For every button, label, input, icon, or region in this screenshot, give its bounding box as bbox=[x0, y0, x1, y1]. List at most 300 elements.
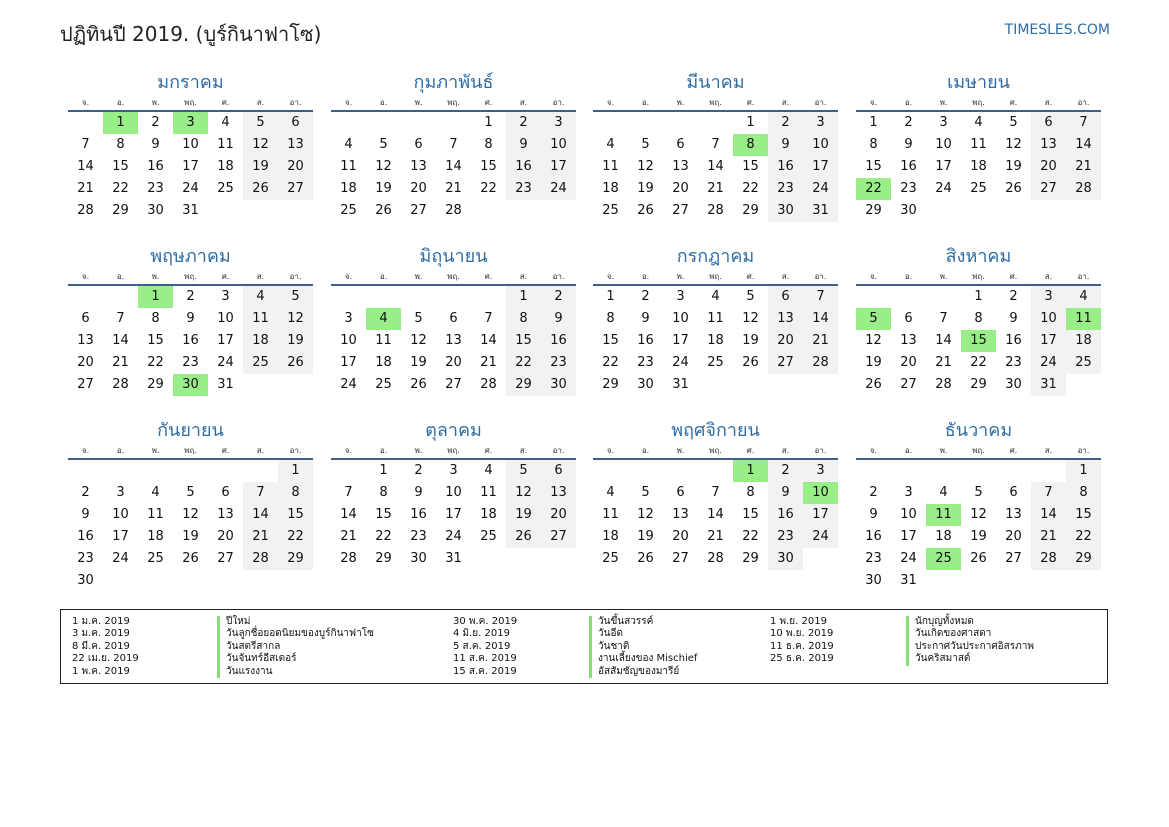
weekday-label: ศ. bbox=[221, 446, 230, 455]
legend-date: 1 พ.ย. 2019 bbox=[770, 616, 827, 627]
day-cell: 3 bbox=[541, 112, 576, 134]
weekday-label: จ. bbox=[81, 446, 90, 455]
day-cell: 23 bbox=[768, 526, 803, 548]
day-cell: 25 bbox=[707, 355, 724, 370]
weekday-label: อ. bbox=[641, 98, 650, 107]
day-cell: 1 bbox=[278, 460, 313, 482]
day-cell: 28 bbox=[112, 377, 129, 392]
legend-holiday-name: วันจันทร์อีสเตอร์ bbox=[217, 653, 374, 665]
day-cell: 22 bbox=[742, 181, 759, 196]
day-cell: 24 bbox=[672, 355, 689, 370]
legend-dates-col-2 bbox=[453, 616, 517, 678]
day-cell: 1 bbox=[606, 289, 615, 304]
page-title: ปฏิทินปี 2019. (บูร์กินาฟาโซ) bbox=[60, 22, 322, 46]
day-cell: 3 bbox=[116, 485, 125, 500]
day-cell: 17 bbox=[217, 333, 234, 348]
weekday-header bbox=[856, 270, 1101, 286]
weekday-label: ส. bbox=[781, 446, 790, 455]
day-cell: 6 bbox=[768, 286, 803, 308]
day-cell: 11 bbox=[602, 159, 619, 174]
holiday-day-cell: 15 bbox=[961, 330, 996, 352]
day-cell: 20 bbox=[77, 355, 94, 370]
day-cell: 19 bbox=[410, 355, 427, 370]
day-cell: 7 bbox=[711, 485, 720, 500]
holiday-day-cell: 4 bbox=[366, 308, 401, 330]
day-grid bbox=[68, 460, 313, 592]
weekday-label: อ. bbox=[904, 272, 913, 281]
month-block bbox=[68, 246, 313, 396]
day-cell: 10 bbox=[935, 137, 952, 152]
month-name: มีนาคม bbox=[686, 72, 745, 93]
day-cell: 2 bbox=[869, 485, 878, 500]
day-cell: 25 bbox=[602, 551, 619, 566]
day-cell: 3 bbox=[344, 311, 353, 326]
day-cell: 15 bbox=[278, 504, 313, 526]
weekday-label: พฤ. bbox=[709, 98, 722, 107]
day-grid bbox=[856, 112, 1101, 222]
day-cell: 12 bbox=[637, 507, 654, 522]
day-cell: 16 bbox=[1005, 333, 1022, 348]
day-cell: 16 bbox=[506, 156, 541, 178]
empty-cell bbox=[401, 112, 436, 134]
day-cell: 20 bbox=[672, 529, 689, 544]
day-cell: 25 bbox=[602, 203, 619, 218]
weekday-label: พฤ. bbox=[972, 446, 985, 455]
day-cell: 19 bbox=[1005, 159, 1022, 174]
weekday-label: พ. bbox=[151, 446, 160, 455]
day-cell: 26 bbox=[865, 377, 882, 392]
weekday-header bbox=[331, 444, 576, 460]
day-cell: 31 bbox=[803, 200, 838, 222]
empty-cell bbox=[996, 460, 1031, 482]
day-cell: 31 bbox=[445, 551, 462, 566]
day-cell: 17 bbox=[445, 507, 462, 522]
day-cell: 15 bbox=[742, 507, 759, 522]
day-cell: 4 bbox=[1066, 286, 1101, 308]
day-cell: 30 bbox=[77, 573, 94, 588]
day-cell: 26 bbox=[637, 551, 654, 566]
day-cell: 21 bbox=[935, 355, 952, 370]
legend-date: 5 ส.ค. 2019 bbox=[453, 640, 511, 652]
day-cell: 4 bbox=[221, 115, 230, 130]
legend-dates-col-3 bbox=[770, 616, 834, 666]
legend-holiday-name: ปีใหม่ bbox=[217, 616, 374, 628]
month-name: ธันวาคม bbox=[944, 420, 1013, 441]
holiday-day-cell: 5 bbox=[856, 308, 891, 330]
weekday-label: ส. bbox=[1044, 98, 1053, 107]
legend-date: 1 พ.ค. 2019 bbox=[72, 665, 130, 677]
day-cell: 14 bbox=[935, 333, 952, 348]
month-block bbox=[856, 420, 1101, 592]
empty-cell bbox=[436, 112, 471, 134]
day-cell: 14 bbox=[243, 504, 278, 526]
day-cell: 16 bbox=[900, 159, 917, 174]
day-cell: 15 bbox=[1066, 504, 1101, 526]
empty-cell bbox=[103, 286, 138, 308]
weekday-label: ศ. bbox=[1009, 272, 1018, 281]
day-cell: 12 bbox=[278, 308, 313, 330]
day-cell: 30 bbox=[147, 203, 164, 218]
day-cell: 1 bbox=[746, 115, 755, 130]
day-cell: 2 bbox=[186, 289, 195, 304]
empty-cell bbox=[891, 460, 926, 482]
day-cell: 14 bbox=[707, 507, 724, 522]
month-name: เมษายน bbox=[947, 72, 1010, 93]
day-cell: 8 bbox=[278, 482, 313, 504]
weekday-label: ส. bbox=[1044, 446, 1053, 455]
day-cell: 18 bbox=[707, 333, 724, 348]
day-cell: 28 bbox=[340, 551, 357, 566]
day-cell: 12 bbox=[865, 333, 882, 348]
legend-holiday-name: วันขึ้นสวรรค์ bbox=[589, 616, 697, 628]
day-cell: 18 bbox=[243, 330, 278, 352]
day-cell: 28 bbox=[243, 548, 278, 570]
weekday-header bbox=[856, 444, 1101, 460]
weekday-label: ส. bbox=[1044, 272, 1053, 281]
day-cell: 19 bbox=[243, 156, 278, 178]
day-cell: 25 bbox=[970, 181, 987, 196]
day-cell: 22 bbox=[375, 529, 392, 544]
weekday-label: อา. bbox=[289, 446, 302, 455]
legend-date: 30 พ.ค. 2019 bbox=[453, 616, 518, 627]
weekday-label: อา. bbox=[814, 98, 827, 107]
day-cell: 30 bbox=[541, 374, 576, 396]
day-cell: 19 bbox=[506, 504, 541, 526]
legend-date: 1 ม.ค. 2019 bbox=[72, 616, 130, 627]
weekday-label: ศ. bbox=[221, 272, 230, 281]
day-cell: 3 bbox=[1031, 286, 1066, 308]
empty-cell bbox=[628, 112, 663, 134]
day-cell: 2 bbox=[1009, 289, 1018, 304]
day-cell: 6 bbox=[81, 311, 90, 326]
day-cell: 13 bbox=[768, 308, 803, 330]
day-cell: 9 bbox=[768, 134, 803, 156]
day-cell: 7 bbox=[449, 137, 458, 152]
day-cell: 6 bbox=[449, 311, 458, 326]
day-cell: 13 bbox=[410, 159, 427, 174]
legend-holiday-name: วันลูกชื่อยอดนิยมของบูร์กินาฟาโซ bbox=[217, 628, 374, 640]
day-cell: 21 bbox=[1031, 526, 1066, 548]
site-link[interactable]: TIMESLES.COM bbox=[1004, 22, 1110, 38]
legend-holiday-name: วันอีด bbox=[589, 628, 697, 640]
month-name: กันยายน bbox=[157, 420, 224, 441]
legend-date: 4 มิ.ย. 2019 bbox=[453, 628, 510, 640]
weekday-label: จ. bbox=[344, 272, 353, 281]
day-cell: 16 bbox=[541, 330, 576, 352]
month-block bbox=[68, 72, 313, 222]
month-block bbox=[593, 246, 838, 396]
weekday-label: จ. bbox=[81, 98, 90, 107]
day-cell: 17 bbox=[672, 333, 689, 348]
day-cell: 27 bbox=[541, 526, 576, 548]
empty-cell bbox=[891, 286, 926, 308]
weekday-label: จ. bbox=[606, 98, 615, 107]
day-cell: 29 bbox=[147, 377, 164, 392]
day-cell: 20 bbox=[410, 181, 427, 196]
day-cell: 2 bbox=[641, 289, 650, 304]
weekday-label: ศ. bbox=[484, 98, 493, 107]
day-cell: 13 bbox=[672, 507, 689, 522]
month-name: พฤษภาคม bbox=[150, 246, 231, 267]
day-cell: 25 bbox=[375, 377, 392, 392]
empty-cell bbox=[173, 460, 208, 482]
day-cell: 30 bbox=[768, 200, 803, 222]
weekday-label: พฤ. bbox=[184, 98, 197, 107]
day-cell: 24 bbox=[112, 551, 129, 566]
weekday-label: อา. bbox=[814, 272, 827, 281]
weekday-label: อ. bbox=[641, 446, 650, 455]
day-cell: 23 bbox=[637, 355, 654, 370]
weekday-label: ส. bbox=[519, 272, 528, 281]
day-cell: 5 bbox=[506, 460, 541, 482]
weekday-label: พ. bbox=[939, 98, 948, 107]
day-cell: 21 bbox=[77, 181, 94, 196]
weekday-header bbox=[593, 444, 838, 460]
day-cell: 30 bbox=[637, 377, 654, 392]
day-cell: 24 bbox=[182, 181, 199, 196]
day-cell: 12 bbox=[742, 311, 759, 326]
weekday-label: ศ. bbox=[746, 446, 755, 455]
day-cell: 12 bbox=[243, 134, 278, 156]
day-cell: 28 bbox=[803, 352, 838, 374]
day-cell: 8 bbox=[1066, 482, 1101, 504]
day-cell: 15 bbox=[506, 330, 541, 352]
day-cell: 26 bbox=[375, 203, 392, 218]
month-name: สิงหาคม bbox=[945, 246, 1012, 267]
day-cell: 1 bbox=[379, 463, 388, 478]
legend-holiday-name: นักบุญทั้งหมด bbox=[906, 616, 1034, 628]
day-cell: 1 bbox=[869, 115, 878, 130]
weekday-label: อ. bbox=[379, 446, 388, 455]
holiday-day-cell: 11 bbox=[926, 504, 961, 526]
weekday-label: ส. bbox=[781, 272, 790, 281]
day-grid bbox=[68, 112, 313, 222]
legend-holiday-name: วันสตรีสากล bbox=[217, 641, 374, 653]
empty-cell bbox=[436, 286, 471, 308]
day-cell: 2 bbox=[768, 112, 803, 134]
day-cell: 16 bbox=[768, 156, 803, 178]
weekday-header bbox=[593, 270, 838, 286]
weekday-label: พฤ. bbox=[972, 272, 985, 281]
day-cell: 8 bbox=[116, 137, 125, 152]
day-cell: 30 bbox=[1005, 377, 1022, 392]
day-cell: 5 bbox=[641, 485, 650, 500]
weekday-label: อา. bbox=[1077, 272, 1090, 281]
day-cell: 8 bbox=[151, 311, 160, 326]
day-cell: 9 bbox=[768, 482, 803, 504]
day-cell: 11 bbox=[217, 137, 234, 152]
holiday-day-cell: 30 bbox=[173, 374, 208, 396]
day-cell: 20 bbox=[768, 330, 803, 352]
day-cell: 17 bbox=[935, 159, 952, 174]
empty-cell bbox=[331, 460, 366, 482]
weekday-label: อ. bbox=[116, 446, 125, 455]
day-cell: 25 bbox=[243, 352, 278, 374]
empty-cell bbox=[663, 112, 698, 134]
day-cell: 9 bbox=[1009, 311, 1018, 326]
day-cell: 14 bbox=[112, 333, 129, 348]
empty-cell bbox=[366, 112, 401, 134]
day-cell: 26 bbox=[243, 178, 278, 200]
day-cell: 30 bbox=[768, 548, 803, 570]
day-cell: 9 bbox=[81, 507, 90, 522]
day-cell: 15 bbox=[375, 507, 392, 522]
day-cell: 15 bbox=[602, 333, 619, 348]
day-cell: 5 bbox=[379, 137, 388, 152]
day-cell: 23 bbox=[865, 551, 882, 566]
empty-cell bbox=[68, 460, 103, 482]
day-cell: 2 bbox=[414, 463, 423, 478]
legend-date: 11 ส.ค. 2019 bbox=[453, 653, 517, 665]
day-cell: 4 bbox=[711, 289, 720, 304]
day-cell: 8 bbox=[869, 137, 878, 152]
weekday-label: อา. bbox=[1077, 446, 1090, 455]
day-cell: 16 bbox=[768, 504, 803, 526]
day-cell: 24 bbox=[900, 551, 917, 566]
day-cell: 10 bbox=[112, 507, 129, 522]
weekday-label: พฤ. bbox=[447, 272, 460, 281]
empty-cell bbox=[698, 112, 733, 134]
day-cell: 29 bbox=[375, 551, 392, 566]
day-cell: 18 bbox=[602, 529, 619, 544]
empty-cell bbox=[366, 286, 401, 308]
day-cell: 11 bbox=[147, 507, 164, 522]
weekday-label: ส. bbox=[256, 446, 265, 455]
month-block bbox=[856, 246, 1101, 396]
legend-date: 10 พ.ย. 2019 bbox=[770, 628, 834, 640]
day-cell: 26 bbox=[970, 551, 987, 566]
weekday-header bbox=[593, 96, 838, 112]
day-cell: 4 bbox=[243, 286, 278, 308]
day-cell: 12 bbox=[970, 507, 987, 522]
day-cell: 4 bbox=[606, 485, 615, 500]
day-cell: 20 bbox=[1005, 529, 1022, 544]
weekday-label: พฤ. bbox=[447, 98, 460, 107]
weekday-label: ส. bbox=[519, 446, 528, 455]
weekday-label: ศ. bbox=[484, 446, 493, 455]
day-cell: 6 bbox=[676, 137, 685, 152]
day-cell: 10 bbox=[541, 134, 576, 156]
day-cell: 19 bbox=[637, 529, 654, 544]
weekday-label: พฤ. bbox=[184, 446, 197, 455]
day-cell: 8 bbox=[506, 308, 541, 330]
day-cell: 29 bbox=[506, 374, 541, 396]
day-cell: 13 bbox=[541, 482, 576, 504]
day-cell: 6 bbox=[904, 311, 913, 326]
weekday-label: ศ. bbox=[746, 272, 755, 281]
holiday-day-cell: 1 bbox=[138, 286, 173, 308]
day-cell: 3 bbox=[904, 485, 913, 500]
weekday-label: อ. bbox=[116, 98, 125, 107]
weekday-label: พ. bbox=[414, 272, 423, 281]
weekday-label: จ. bbox=[869, 98, 878, 107]
day-cell: 19 bbox=[375, 181, 392, 196]
day-cell: 7 bbox=[803, 286, 838, 308]
day-cell: 23 bbox=[77, 551, 94, 566]
day-cell: 20 bbox=[217, 529, 234, 544]
day-cell: 3 bbox=[803, 112, 838, 134]
holiday-day-cell: 25 bbox=[926, 548, 961, 570]
day-cell: 13 bbox=[77, 333, 94, 348]
empty-cell bbox=[856, 286, 891, 308]
day-cell: 11 bbox=[375, 333, 392, 348]
day-cell: 4 bbox=[939, 485, 948, 500]
day-cell: 12 bbox=[182, 507, 199, 522]
weekday-label: พ. bbox=[676, 272, 685, 281]
month-block bbox=[856, 72, 1101, 222]
day-cell: 24 bbox=[803, 178, 838, 200]
legend-names-col-3 bbox=[906, 616, 1034, 666]
weekday-label: จ. bbox=[81, 272, 90, 281]
day-cell: 19 bbox=[278, 330, 313, 352]
holiday-day-cell: 3 bbox=[173, 112, 208, 134]
day-cell: 13 bbox=[900, 333, 917, 348]
legend-date: 22 เม.ย. 2019 bbox=[72, 653, 139, 665]
day-cell: 30 bbox=[900, 203, 917, 218]
legend-date: 15 ส.ค. 2019 bbox=[453, 665, 517, 677]
day-cell: 19 bbox=[970, 529, 987, 544]
day-cell: 31 bbox=[672, 377, 689, 392]
day-cell: 7 bbox=[1031, 482, 1066, 504]
day-cell: 21 bbox=[1066, 156, 1101, 178]
day-cell: 11 bbox=[340, 159, 357, 174]
day-cell: 2 bbox=[506, 112, 541, 134]
day-cell: 26 bbox=[1005, 181, 1022, 196]
legend-holiday-name: วันคริสมาสต์ bbox=[906, 653, 1034, 665]
weekday-label: พ. bbox=[676, 446, 685, 455]
day-cell: 7 bbox=[1066, 112, 1101, 134]
day-cell: 31 bbox=[217, 377, 234, 392]
weekday-label: ส. bbox=[256, 98, 265, 107]
day-cell: 17 bbox=[182, 159, 199, 174]
day-cell: 3 bbox=[939, 115, 948, 130]
day-cell: 10 bbox=[900, 507, 917, 522]
day-cell: 30 bbox=[865, 573, 882, 588]
day-cell: 10 bbox=[217, 311, 234, 326]
day-cell: 23 bbox=[506, 178, 541, 200]
weekday-label: พ. bbox=[676, 98, 685, 107]
day-cell: 14 bbox=[340, 507, 357, 522]
day-cell: 18 bbox=[340, 181, 357, 196]
day-grid bbox=[856, 286, 1101, 396]
weekday-label: อา. bbox=[1077, 98, 1090, 107]
weekday-label: อ. bbox=[379, 98, 388, 107]
day-cell: 19 bbox=[182, 529, 199, 544]
weekday-label: อ. bbox=[904, 446, 913, 455]
day-cell: 31 bbox=[900, 573, 917, 588]
day-cell: 24 bbox=[445, 529, 462, 544]
month-block bbox=[331, 246, 576, 396]
day-cell: 6 bbox=[278, 112, 313, 134]
empty-cell bbox=[1031, 460, 1066, 482]
day-cell: 16 bbox=[147, 159, 164, 174]
day-cell: 28 bbox=[77, 203, 94, 218]
day-grid bbox=[331, 112, 576, 222]
day-cell: 26 bbox=[742, 355, 759, 370]
day-cell: 3 bbox=[803, 460, 838, 482]
empty-cell bbox=[471, 286, 506, 308]
day-cell: 16 bbox=[182, 333, 199, 348]
weekday-label: พฤ. bbox=[184, 272, 197, 281]
day-cell: 22 bbox=[480, 181, 497, 196]
day-cell: 10 bbox=[340, 333, 357, 348]
day-cell: 24 bbox=[803, 526, 838, 548]
empty-cell bbox=[208, 460, 243, 482]
day-cell: 14 bbox=[803, 308, 838, 330]
day-cell: 21 bbox=[480, 355, 497, 370]
day-cell: 29 bbox=[602, 377, 619, 392]
day-cell: 18 bbox=[217, 159, 234, 174]
